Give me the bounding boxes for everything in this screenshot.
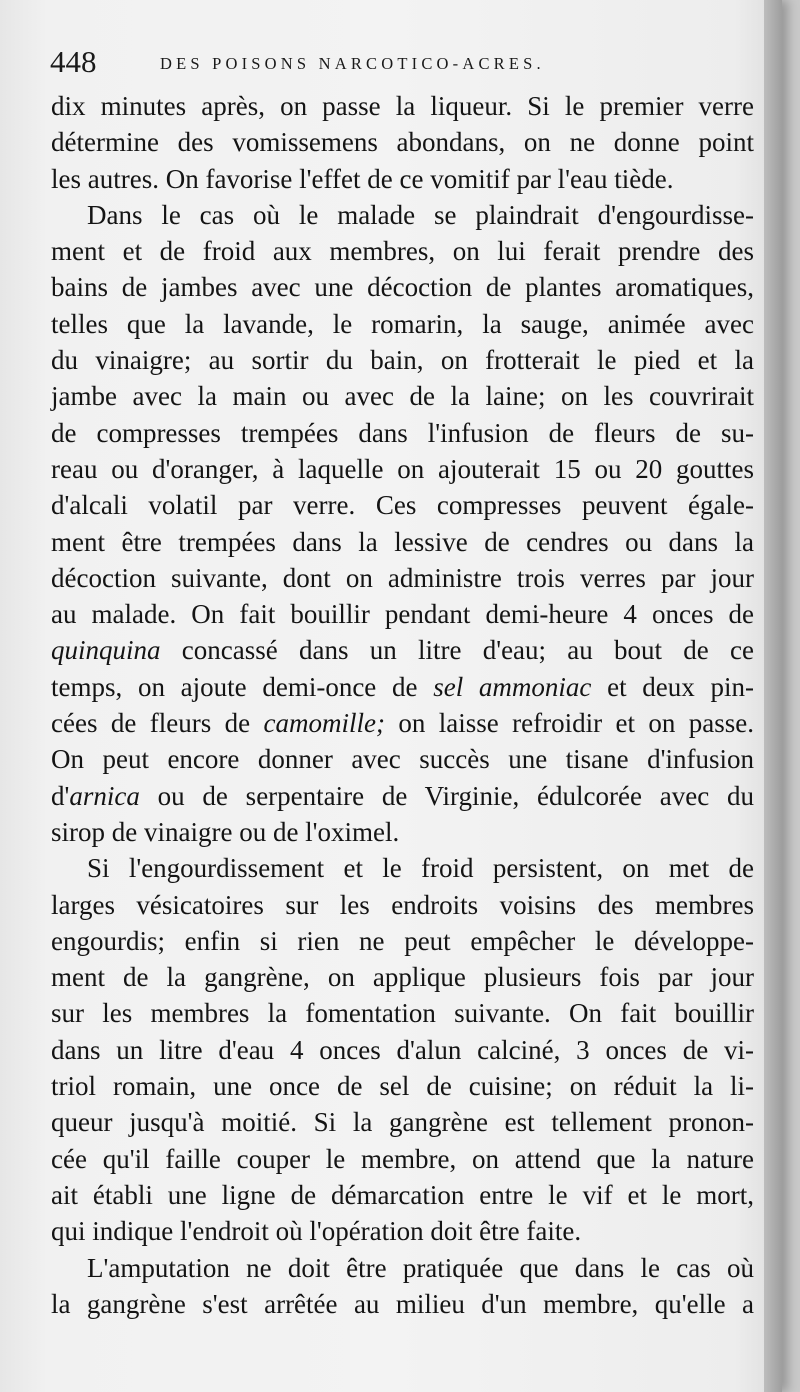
text-segment: On peut encore donner avec succès une tisane d'infusion <box>51 744 754 775</box>
text-segment: triol romain, une once de sel de cuisine; on réduit la li- <box>51 1071 754 1102</box>
text-line <box>51 161 754 197</box>
text-line <box>51 995 754 1031</box>
text-line <box>51 923 754 959</box>
text-line <box>51 814 754 850</box>
page-edge-shadow <box>764 0 782 1392</box>
text-line <box>51 451 754 487</box>
text-line <box>51 669 754 705</box>
text-line <box>51 1286 754 1322</box>
text-line <box>51 306 754 342</box>
text-line <box>51 415 754 451</box>
text-segment: dix minutes après, on passe la liqueur. Si le premier verre <box>51 91 754 121</box>
text-segment: ait établi une ligne de démarcation entre le vif et le mort, <box>51 1179 754 1210</box>
text-line <box>51 88 754 124</box>
text-segment: jambe avec la main ou avec de la laine; on les couvrirait <box>51 381 754 412</box>
text-segment: temps, on ajoute demi-once de <box>51 671 434 702</box>
text-segment: sur les membres la fomentation suivante. On fait bouillir <box>51 998 754 1029</box>
text-segment: on laisse refroidir et on passe. <box>384 708 755 739</box>
text-line <box>51 705 754 741</box>
text-segment: ment être trempées dans la lessive de cendres ou dans la <box>51 526 754 557</box>
text-line <box>51 596 754 632</box>
text-segment: cée qu'il faille couper le membre, on attend que la nature <box>51 1143 754 1174</box>
italic-term: sel ammoniac <box>433 671 592 702</box>
text-segment: ment de la gangrène, on applique plusieurs fois par jour <box>51 962 754 993</box>
text-segment: au malade. On fait bouillir pendant demi-heure 4 onces de <box>51 599 754 630</box>
text-segment: Dans le cas où le malade se plaindrait d'engourdisse- <box>87 199 754 230</box>
italic-term: camomille; <box>263 708 385 739</box>
text-segment: du vinaigre; au sortir du bain, on frotterait le pied et la <box>51 345 754 376</box>
text-line <box>51 197 754 233</box>
text-segment: dans un litre d'eau 4 onces d'alun calciné, 3 onces de vi- <box>51 1034 754 1065</box>
page-header <box>50 40 760 84</box>
text-segment: cées de fleurs de <box>51 708 264 739</box>
text-segment: concassé dans un litre d'eau; au bout de ce <box>160 635 754 666</box>
text-line <box>51 632 754 668</box>
text-segment: détermine des vomissemens abondans, on ne donne point <box>51 127 754 158</box>
text-segment: L'amputation ne doit être pratiquée que dans le cas où <box>87 1252 754 1283</box>
text-line <box>51 487 754 523</box>
text-segment: engourdis; enfin si rien ne peut empêcher le développe- <box>51 925 754 956</box>
text-segment: reau ou d'oranger, à laquelle on ajouterait 15 ou 20 gouttes <box>51 453 754 484</box>
italic-term: quinquina <box>51 635 161 666</box>
italic-term: arnica <box>69 780 140 811</box>
text-line <box>51 1250 754 1286</box>
text-line <box>51 959 754 995</box>
text-line <box>51 850 754 886</box>
text-segment: décoction suivante, dont on administre trois verres par jour <box>51 562 754 593</box>
text-segment: sirop de vinaigre ou de l'oximel. <box>51 816 400 847</box>
text-line <box>51 342 754 378</box>
text-line <box>51 524 754 560</box>
body-text <box>51 88 754 1322</box>
text-segment: Si l'engourdissement et le froid persistent, on met de <box>87 853 754 884</box>
text-line <box>51 1032 754 1068</box>
text-line <box>51 778 754 814</box>
text-segment: queur jusqu'à moitié. Si la gangrène est tellement pronon- <box>51 1107 754 1138</box>
running-head: DES POISONS NARCOTICO-ACRES. <box>160 54 545 73</box>
text-line <box>51 378 754 414</box>
text-segment: larges vésicatoires sur les endroits voisins des membres <box>51 889 754 920</box>
text-segment: d' <box>51 780 70 811</box>
text-line <box>51 233 754 269</box>
text-segment: et deux pin- <box>591 671 754 702</box>
text-segment: ment et de froid aux membres, on lui ferait prendre des <box>51 236 754 267</box>
text-line <box>51 124 754 160</box>
text-segment: ou de serpentaire de Virginie, édulcorée avec du <box>139 780 754 811</box>
text-segment: les autres. On favorise l'effet de ce vomitif par l'eau tiède. <box>51 163 674 194</box>
page-number: 448 <box>50 44 97 79</box>
text-segment: bains de jambes avec une décoction de plantes aromatiques, <box>51 272 754 303</box>
text-line <box>51 1104 754 1140</box>
text-segment: de compresses trempées dans l'infusion de fleurs de su- <box>51 417 754 448</box>
text-segment: d'alcali volatil par verre. Ces compresses peuvent égale- <box>51 490 754 521</box>
text-segment: telles que la lavande, le romarin, la sauge, animée avec <box>51 308 754 339</box>
text-line <box>51 560 754 596</box>
text-line <box>51 1141 754 1177</box>
text-segment: la gangrène s'est arrêtée au milieu d'un membre, qu'elle a <box>51 1288 754 1319</box>
text-line <box>51 1068 754 1104</box>
text-line <box>51 887 754 923</box>
text-segment: qui indique l'endroit où l'opération doit être faite. <box>51 1216 582 1247</box>
text-line <box>51 741 754 777</box>
text-line <box>51 269 754 305</box>
text-line <box>51 1177 754 1213</box>
text-line <box>51 1213 754 1249</box>
